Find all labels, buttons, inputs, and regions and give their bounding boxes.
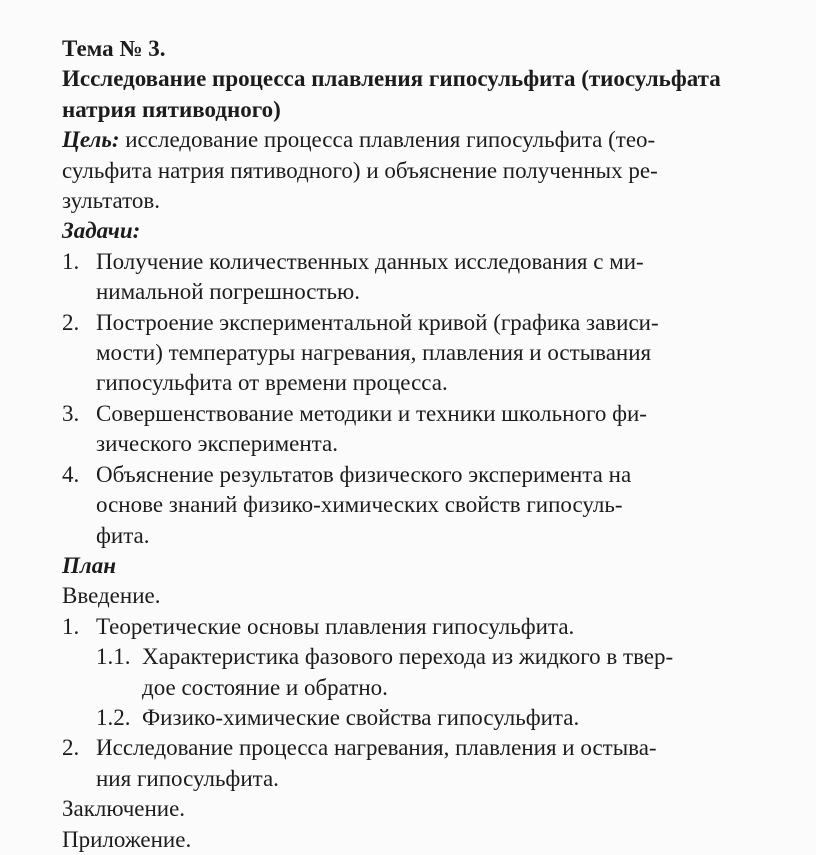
plan-subitem-text-continuation: дое состояние и обратно.: [142, 674, 388, 700]
plan-subitem-number: 1.2.: [96, 704, 131, 730]
task-text-continuation: зического эксперимента.: [96, 431, 338, 457]
task-text-continuation: нимальной погрешностью.: [96, 279, 360, 305]
task-text-continuation: мости) температуры нагревания, плавления и остывания: [96, 340, 652, 366]
plan-intro: Введение.: [62, 583, 161, 609]
task-item-2: [62, 308, 776, 338]
plan-item-1: [62, 612, 776, 642]
plan-conclusion: Заключение.: [62, 796, 186, 822]
plan-item-2: [62, 733, 776, 763]
topic-title-line-1: Исследование процесса плавления гипосульфита (тиосульфата: [62, 66, 721, 92]
task-number: 3.: [62, 400, 80, 426]
plan-subitem-1-1: [62, 642, 776, 672]
plan-heading: План: [62, 552, 116, 578]
task-item-3: [62, 399, 776, 429]
plan-item-number: 2.: [62, 735, 80, 761]
plan-subitem-text: Характеристика фазового перехода из жидкого в твер-: [142, 644, 674, 670]
goal-text-line-1: исследование процесса плавления гипосульфита (тео-: [119, 127, 656, 153]
plan-item-text: Теоретические основы плавления гипосульфита.: [96, 613, 575, 639]
tasks-heading: Задачи:: [62, 218, 141, 244]
plan-subitem-1-2: [62, 703, 776, 733]
task-text: Построение экспериментальной кривой (графика зависи-: [96, 309, 659, 335]
task-number: 4.: [62, 461, 80, 487]
task-item-1: [62, 247, 776, 277]
task-text: Получение количественных данных исследования с ми-: [96, 248, 644, 274]
topic-number: Тема № 3.: [62, 36, 166, 61]
goal-label: Цель:: [62, 127, 120, 153]
task-text-continuation: основе знаний физико-химических свойств гипосуль-: [96, 492, 623, 518]
task-number: 2.: [62, 309, 80, 335]
plan-item-text: Исследование процесса нагревания, плавления и остыва-: [96, 735, 657, 761]
task-text-continuation: гипосульфита от времени процесса.: [96, 370, 448, 396]
goal-text-line-3: зультатов.: [62, 188, 160, 214]
plan-item-number: 1.: [62, 613, 80, 639]
task-text: Объяснение результатов физического эксперимента на: [96, 461, 632, 487]
plan-item-text-continuation: ния гипосульфита.: [96, 765, 279, 791]
goal-paragraph: [62, 125, 776, 155]
task-number: 1.: [62, 248, 80, 274]
plan-subitem-number: 1.1.: [96, 644, 131, 670]
task-item-4: [62, 460, 776, 490]
plan-subitem-text: Физико-химические свойства гипосульфита.: [142, 704, 580, 730]
task-text: Совершенствование методики и техники школьного фи-: [96, 400, 647, 426]
task-text-continuation: фита.: [96, 522, 150, 548]
plan-appendix: Приложение.: [62, 826, 192, 852]
topic-title-line-2: натрия пятиводного): [62, 96, 281, 122]
goal-text-line-2: сульфита натрия пятиводного) и объяснение полученных ре-: [62, 157, 658, 183]
